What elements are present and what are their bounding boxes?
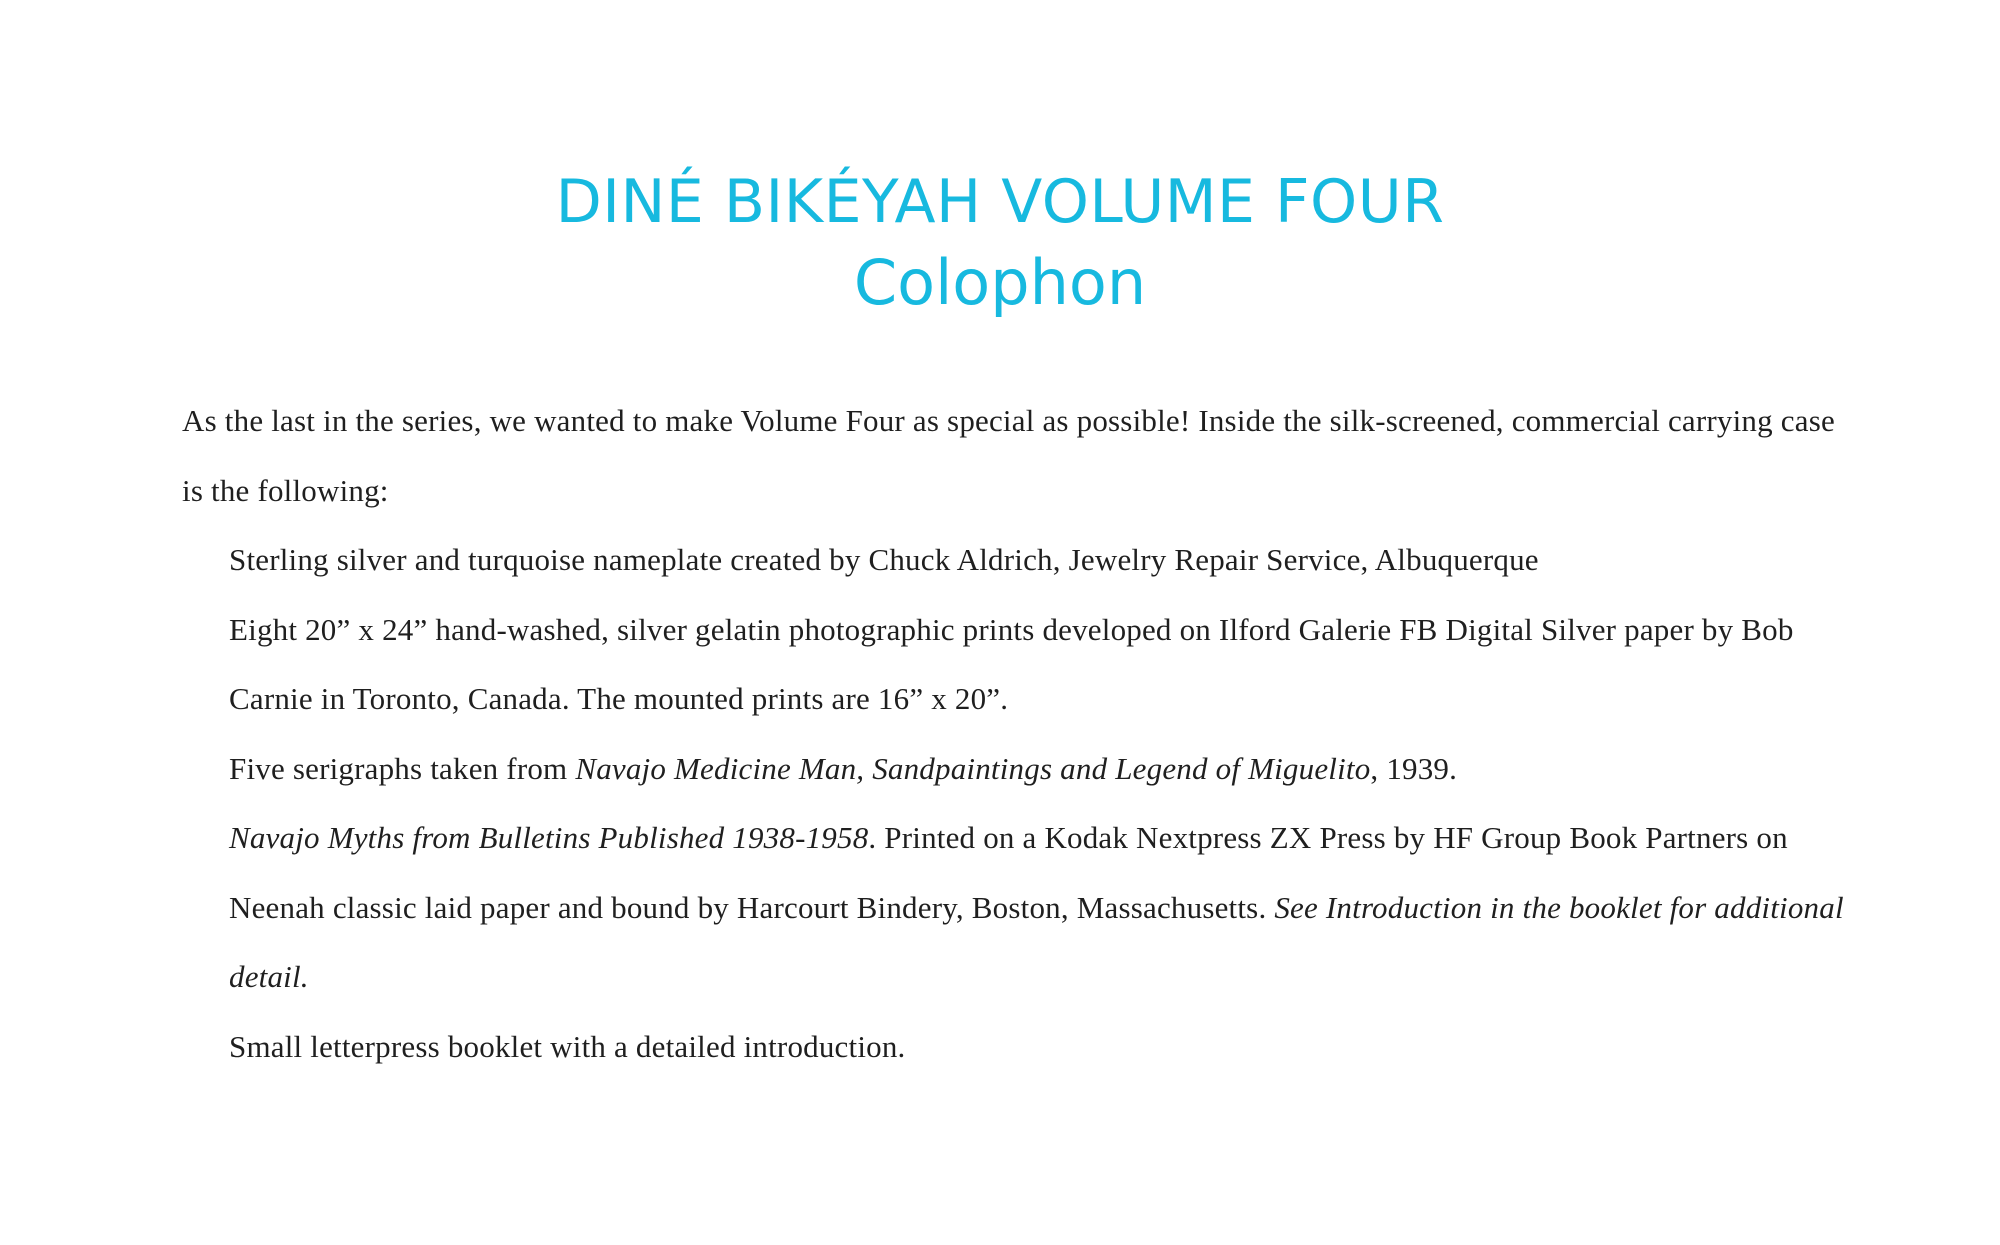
colophon-body [182, 386, 1852, 1081]
myths-book-text: . Printed on a Kodak Nextpress ZX Press by HF Group Book Partners on Neenah classic laid paper and bound by Harcourt Bindery, Boston, Massachusetts. [229, 820, 1788, 925]
list-item-booklet [229, 1012, 1852, 1082]
myths-book-title: Navajo Myths from Bulletins Published 1938-1958 [229, 820, 869, 855]
list-item-myths-book [229, 803, 1852, 1012]
list-item-serigraphs [229, 734, 1852, 804]
myths-book-note: See Introduction in the booklet for additional detail. [229, 889, 1844, 994]
prints-text: Eight 20” x 24” hand-washed, silver gelatin photographic prints developed on Ilford Galerie FB Digital Silver paper by Bob Carnie in Toronto, Canada. The mounted prints are 16” x 20”. [229, 611, 1794, 716]
document-title: DINÉ BIKÉYAH VOLUME FOUR [555, 167, 1445, 237]
document-subtitle: Colophon [853, 246, 1147, 319]
serigraphs-prefix: Five serigraphs taken from [229, 750, 576, 786]
nameplate-text: Sterling silver and turquoise nameplate created by Chuck Aldrich, Jewelry Repair Service, Albuquerque [229, 542, 1539, 577]
list-item-nameplate [229, 525, 1852, 595]
serigraphs-suffix: , 1939. [1370, 750, 1458, 786]
intro-paragraph: As the last in the series, we wanted to make Volume Four as special as possible! Inside the silk-screened, commercial carrying case is the following: [182, 403, 1835, 508]
serigraphs-book-title: Navajo Medicine Man, Sandpaintings and Legend of Miguelito [575, 750, 1371, 786]
booklet-text: Small letterpress booklet with a detailed introduction. [229, 1028, 906, 1064]
list-item-prints [229, 595, 1852, 734]
title-block [0, 160, 2000, 322]
